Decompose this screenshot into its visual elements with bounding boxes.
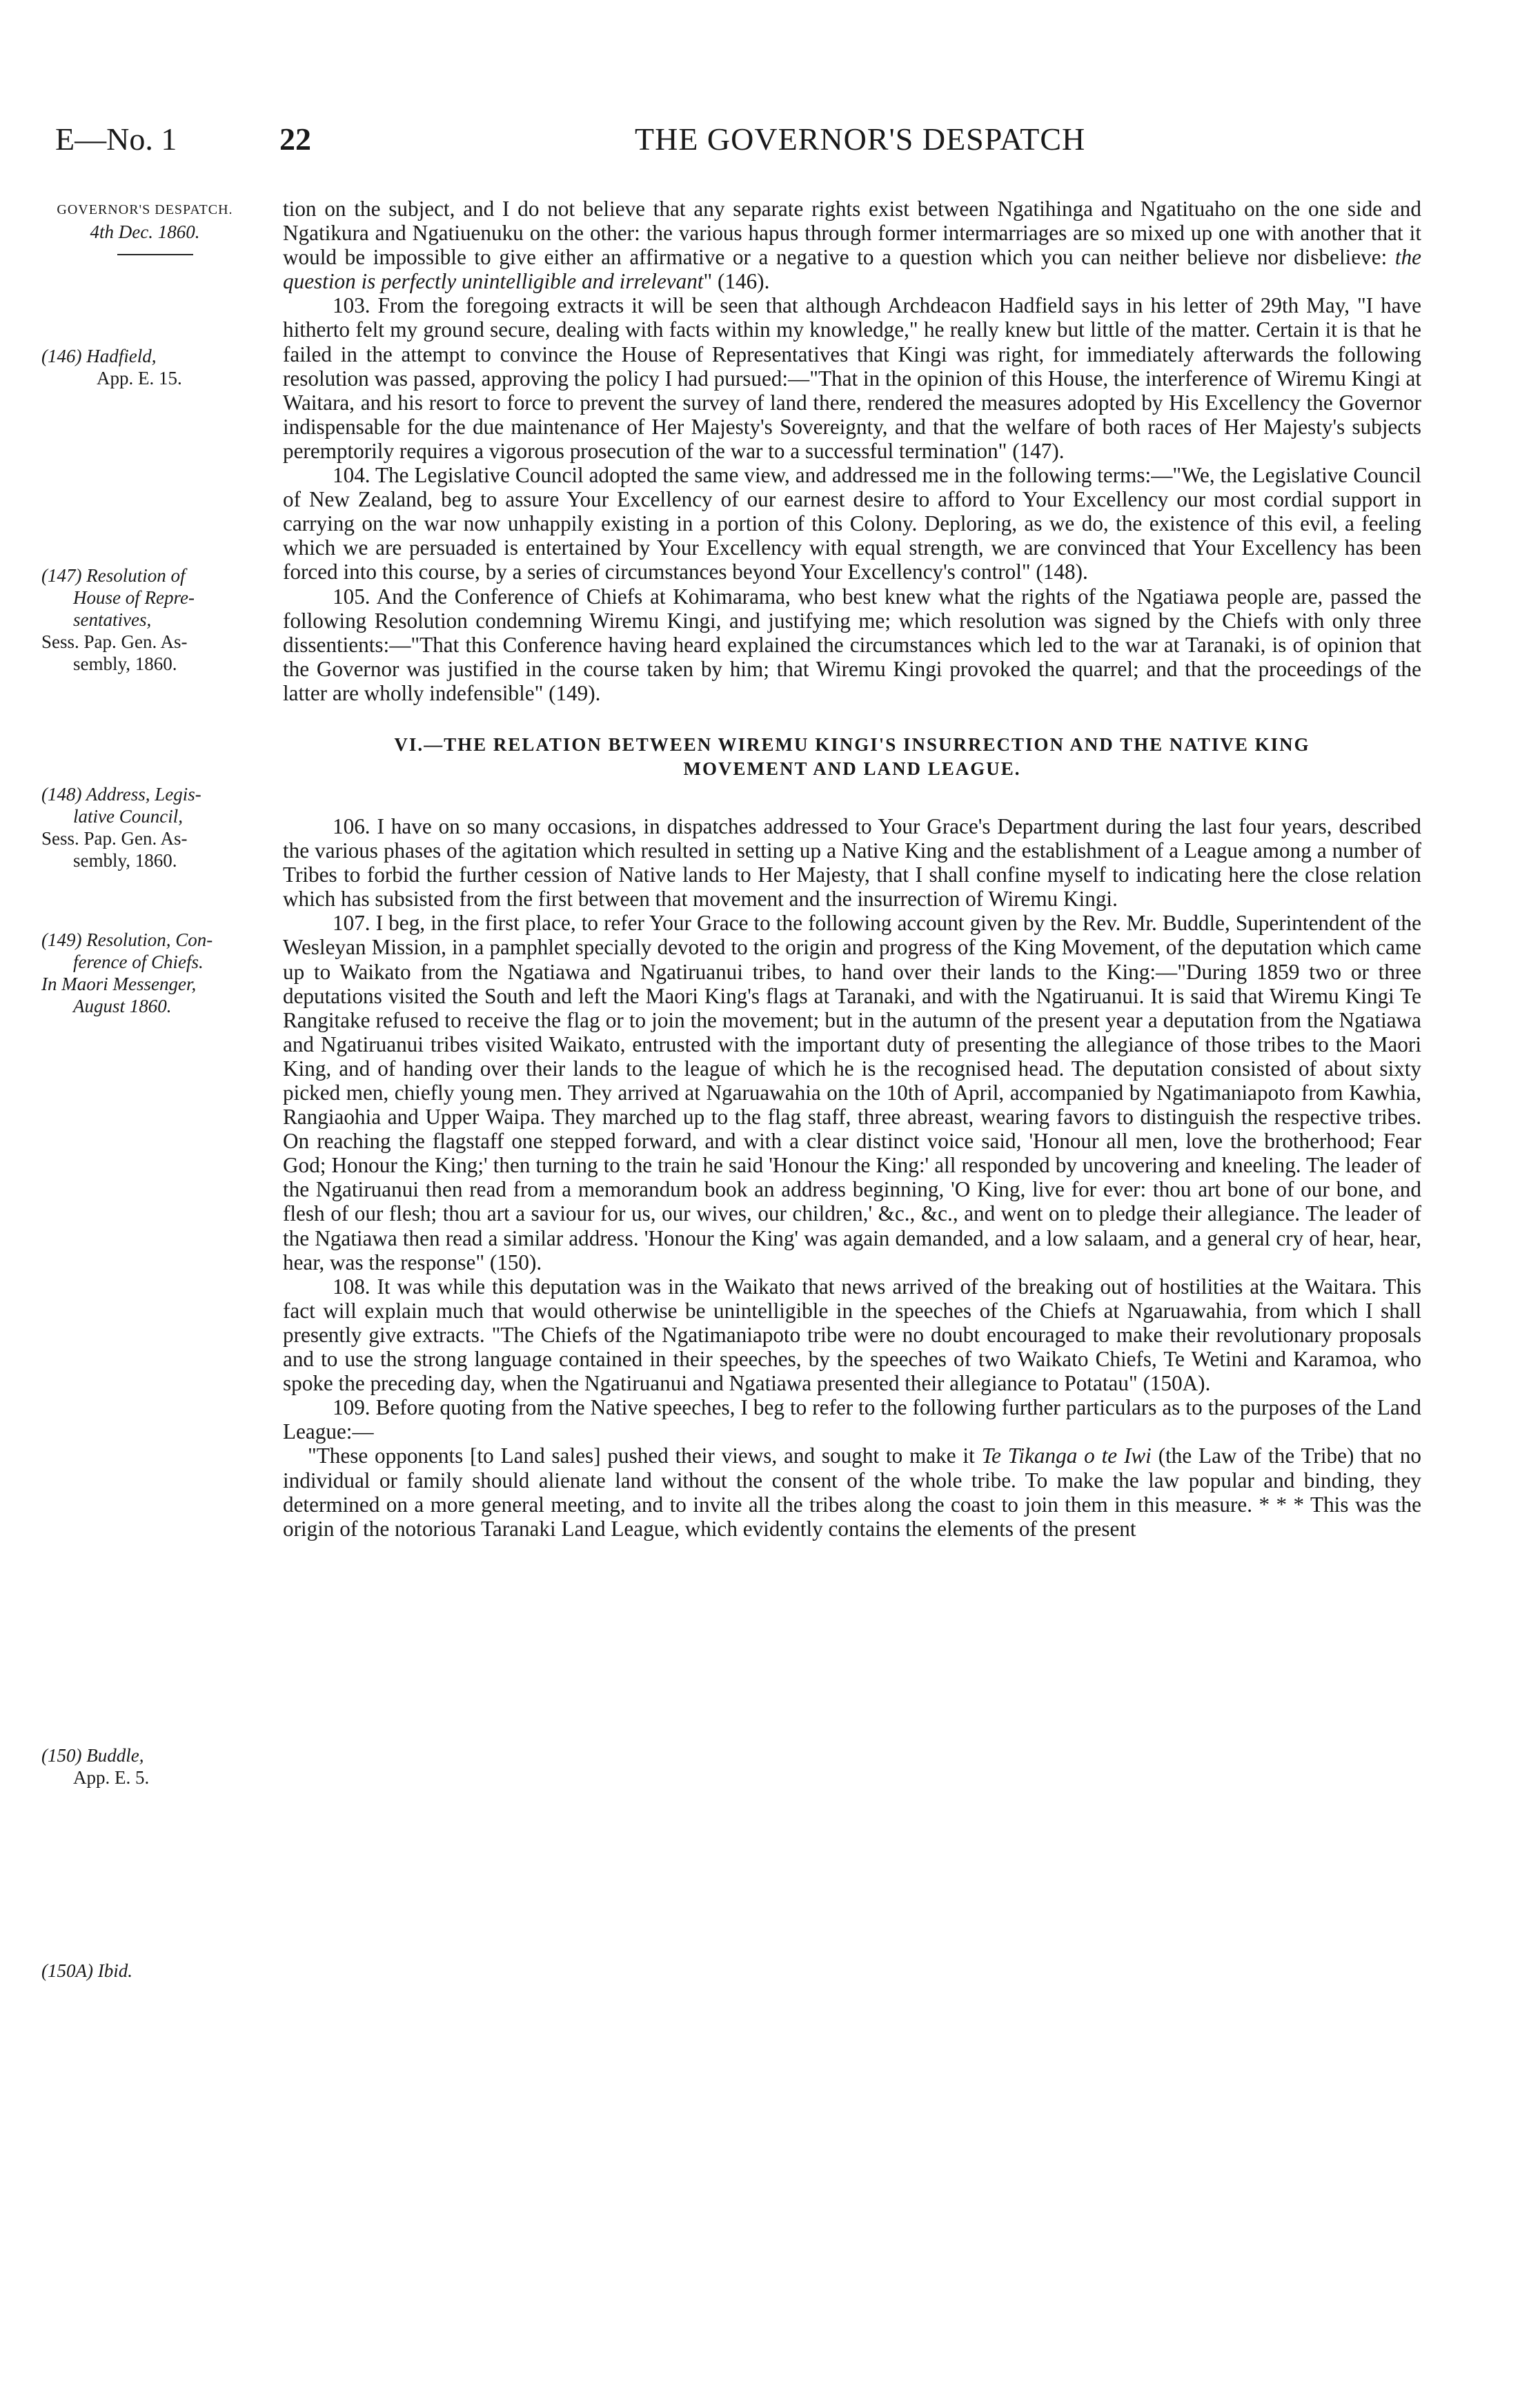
margin-note-line: App. E. 15. (97, 368, 182, 388)
paragraph-text: tion on the subject, and I do not believe that any separate rights exist between Ngatihinga and Ngatituaho on the one side and Ngatikura and Ngatiuenuku on the other: the various hapus through former intermarriages are so mixed up one with another that it would be impossible to give either an affirmative or a negative to a question which you can neither believe nor disbelieve: (283, 197, 1421, 270)
paragraph-109: 109. Before quoting from the Native speeches, I beg to refer to the following further particulars as to the purposes of the Land League:— (283, 1395, 1421, 1444)
margin-note-line: August 1860. (73, 996, 172, 1016)
margin-note-despatch-date (41, 199, 248, 243)
section-heading-line: VI.—THE RELATION BETWEEN WIREMU KINGI'S INSURRECTION AND THE NATIVE KING (394, 733, 1310, 755)
quoted-passage (283, 1444, 1421, 1540)
margin-note-line: App. E. 5. (73, 1767, 150, 1788)
margin-note-line: 4th Dec. 1860. (90, 221, 200, 242)
paragraph-108: 108. It was while this deputation was in the Waikato that news arrived of the breaking out of hostilities at the Waitara. This fact will explain much that would otherwise be unintelligible in the speeches of the Chiefs at Ngaruawahia, from which I shall presently give extracts. "The Chiefs of the Ngatimaniapoto tribe were no doubt encouraged to make their revolutionary proposals and to use the strong language contained in their speeches, by the speeches of two Waikato Chiefs, Te Wetini and Karamoa, who spoke the preceding day, when the Ngatiruanui and Ngatiawa presented their allegiance to Potatau" (150A). (283, 1274, 1421, 1396)
margin-note-line: sentatives, (73, 609, 152, 630)
paragraph-continuation (283, 197, 1421, 293)
document-reference: E—No. 1 (55, 121, 177, 157)
page-number: 22 (279, 121, 311, 157)
emphasis-text: the question is perfectly unintelligible and irrelevant (283, 245, 1422, 294)
section-heading (283, 733, 1421, 781)
margin-note-line: (146) Hadfield, (41, 346, 157, 366)
margin-note-line: sembly, 1860. (73, 653, 177, 674)
margin-note-line: GOVERNOR'S DESPATCH. (57, 202, 233, 217)
paragraph-text: "These opponents [to Land sales] pushed their views, and sought to make it (308, 1444, 975, 1468)
margin-note-line: sembly, 1860. (73, 850, 177, 871)
paragraph-104: 104. The Legislative Council adopted the same view, and addressed me in the following terms:—"We, the Legislative Council of New Zealand, beg to assure Your Excellency of our earnest desire to afford to Your Excellency our most cordial support in carrying on the war now unhappily existing in a portion of this Colony. Deploring, as we do, the existence of this evil, a feeling which we are persuaded is entertained by Your Excellency with equal strength, we are convinced that Your Excellency has been forced into this course, by a series of circumstances beyond Your Excellency's control" (148). (283, 463, 1421, 584)
paragraph-text: " (146). (703, 269, 770, 294)
section-heading-line: MOVEMENT AND LAND LEAGUE. (683, 758, 1021, 779)
margin-note-line: In Maori Messenger, (41, 974, 197, 994)
margin-note-line: (150A) Ibid. (41, 1960, 132, 1981)
margin-note-149 (41, 929, 248, 1017)
margin-note-line: ference of Chiefs. (73, 952, 204, 972)
margin-note-150a (41, 1960, 248, 1982)
paragraph-105: 105. And the Conference of Chiefs at Kohimarama, who best knew what the rights of the Ngatiawa people are, passed the following Resolution condemning Wiremu Kingi, and justifying me; which resolution was signed by the Chiefs with only three dissentients:—"That this Conference having heard explained the circumstances which led to the war at Taranaki, is of opinion that the Governor was justified in the course taken by him; that Wiremu Kingi provoked the quarrel; and that the proceedings of the latter are wholly indefensible" (149). (283, 584, 1421, 705)
margin-note-line: (149) Resolution, Con- (41, 929, 213, 950)
margin-note-line: (150) Buddle, (41, 1745, 144, 1766)
margin-note-146 (41, 345, 248, 389)
running-title: THE GOVERNOR'S DESPATCH (635, 121, 1086, 157)
despatch-body (283, 197, 1421, 1541)
margin-note-148 (41, 783, 248, 871)
margin-note-line: (148) Address, Legis- (41, 784, 201, 805)
paragraph-103: 103. From the foregoing extracts it will be seen that although Archdeacon Hadfield says in his letter of 29th May, "I have hitherto felt my ground secure, dealing with facts within my knowledge," he really knew but little of the matter. Certain it is that he failed in the attempt to convince the House of Representatives that Kingi was right, for immediately afterwards the following resolution was passed, approving the policy I had pursued:—"That in the opinion of this House, the interference of Wiremu Kingi at Waitara, and his resort to force to prevent the survey of land there, rendered the measures adopted by His Excellency the Governor indispensable for the due maintenance of Her Majesty's Sovereignty, and that the welfare of both races of Her Majesty's subjects peremptorily requires a vigorous prosecution of the war to a successful termination" (147). (283, 293, 1421, 463)
emphasis-text: Te Tikanga o te Iwi (981, 1444, 1152, 1468)
margin-note-line: House of Repre- (73, 587, 195, 608)
margin-note-line: (147) Resolution of (41, 565, 186, 586)
paragraph-106: 106. I have on so many occasions, in dispatches addressed to Your Grace's Department during the last four years, described the various phases of the agitation which resulted in setting up a Native King and the establishment of a League among a number of Tribes to forbid the further cession of Native lands to Her Majesty, that I shall confine myself to indicating here the close relation which has subsisted from the first between that movement and the insurrection of Wiremu Kingi. (283, 814, 1421, 912)
margin-divider (117, 254, 193, 255)
margin-note-line: lative Council, (73, 806, 183, 827)
paragraph-107: 107. I beg, in the first place, to refer Your Grace to the following account given by the Rev. Mr. Buddle, Superintendent of the Wesleyan Mission, in a pamphlet specially devoted to the origin and progress of the King Movement, of the deputation which came up to Waikato from the Ngatiawa and Ngatiruanui tribes, to hand over their lands to the King:—"During 1859 two or three deputations visited the South and left the Maori King's flags at Taranaki, and with the Ngatiruanui. It is said that Wiremu Kingi Te Rangitake refused to receive the flag or to join the movement; but in the autumn of the present year a deputation from the Ngatiawa and Ngatiruanui tribes visited Waikato, entrusted with the important duty of presenting the allegiance of those tribes to the Maori King, and of handing over their lands to the league of which he is the recognised head. The deputation consisted of about sixty picked men, chiefly young men. They arrived at Ngaruawahia on the 10th of April, accompanied by Ngatimaniapoto from Kawhia, Rangiaohia and Upper Waipa. They marched up to the flag staff, three abreast, wearing favors to distinguish the respective tribes. On reaching the flagstaff one stepped forward, and with a clear distinct voice said, 'Honour all men, love the brotherhood; Fear God; Honour the King;' then turning to the train he said 'Honour the King:' all responded by uncovering and kneeling. The leader of the Ngatiruanui then read from a memorandum book an address beginning, 'O King, live for ever: thou art bone of our bone, and flesh of our flesh; thou art a saviour for us, our wives, our children,' &c., &c., and went on to pledge their allegiance. The leader of the Ngatiawa then read a similar address. 'Honour the King' was again demanded, and a low salaam, and a general cry of hear, hear, hear, was the response" (150). (283, 911, 1421, 1274)
margin-note-line: Sess. Pap. Gen. As- (41, 631, 188, 652)
margin-note-147 (41, 564, 248, 675)
paragraph-text: (the Law of the Tribe) that no individual or family should alienate land without the consent of the whole tribe. To make the law popular and binding, they determined on a more general meeting, and to invite all the tribes along the coast to join them in this measure. * * * This was the origin of the notorious Taranaki Land League, which evidently contains the elements of the present (283, 1444, 1422, 1541)
page-header (55, 121, 1435, 169)
margin-note-line: Sess. Pap. Gen. As- (41, 828, 188, 849)
margin-note-150 (41, 1744, 248, 1789)
